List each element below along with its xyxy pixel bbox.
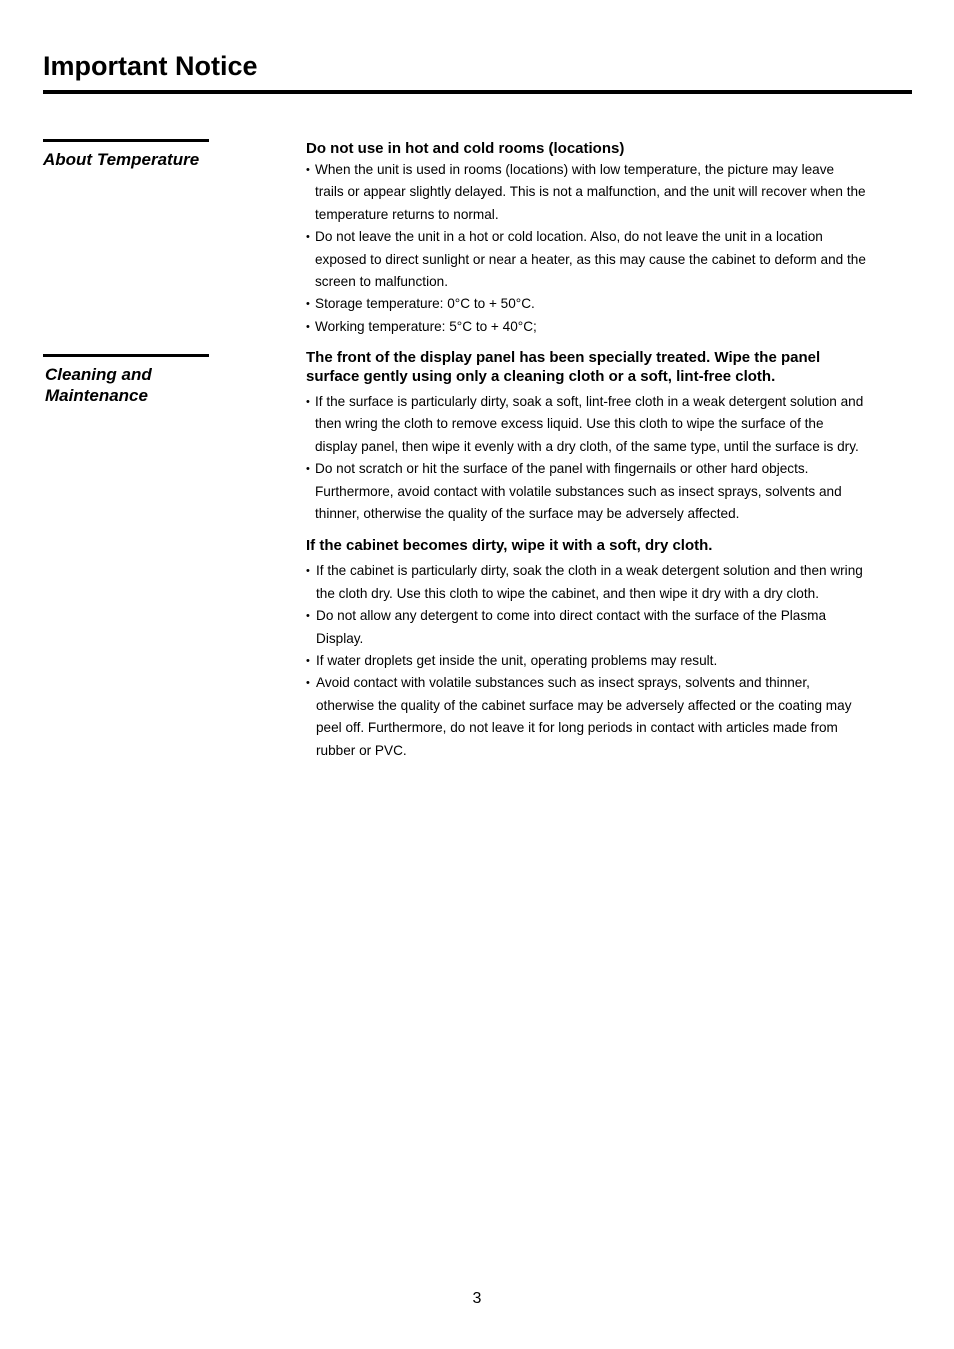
bullet-icon: • [306, 655, 310, 668]
list-item: • When the unit is used in rooms (locations) with low temperature, the picture may leave trails or appear slightly delayed. This is not a malfunction, and the unit will recover when the temperature returns to normal. [306, 159, 866, 226]
page-number: 3 [472, 1290, 482, 1307]
list-item: • Working temperature: 5°C to + 40°C; [306, 316, 866, 338]
list-item: • Storage temperature: 0°C to + 50°C. [306, 293, 866, 315]
bullet-icon: • [306, 320, 310, 333]
bullet-icon: • [306, 164, 310, 176]
list-item: • If the surface is particularly dirty, soak a soft, lint-free cloth in a weak detergent solution and then wring the cloth to remove excess liquid. Use this cloth to wipe the surface of the display panel, then wipe it evenly with a dry cloth, of the same type, until the surface is dry. [306, 391, 866, 458]
temperature-bullet-list [306, 159, 866, 338]
list-item: • If water droplets get inside the unit, operating problems may result. [306, 650, 866, 672]
panel-heading: The front of the display panel has been specially treated. Wipe the panel surface gently using only a cleaning cloth or a soft, lint-free cloth. [306, 349, 821, 385]
list-item: • If the cabinet is particularly dirty, soak the cloth in a weak detergent solution and then wring the cloth dry. Use this cloth to wipe the cabinet, and then wipe it dry with a dry cloth. [306, 560, 866, 605]
list-item: • Do not leave the unit in a hot or cold location. Also, do not leave the unit in a location exposed to direct sunlight or near a heater, as this may cause the cabinet to deform and the screen to malfunction. [306, 226, 866, 293]
title-divider [43, 90, 912, 94]
list-item: • Avoid contact with volatile substances such as insect sprays, solvents and thinner, otherwise the quality of the cabinet surface may be adversely affected or the coating may peel off. Furthermore, do not leave it for long periods in contact with articles made from rubber or PVC. [306, 672, 866, 762]
cleaning-content [306, 348, 866, 762]
temperature-heading: Do not use in hot and cold rooms (locations) [306, 140, 625, 157]
page-title: Important Notice [43, 51, 258, 81]
panel-bullet-list [306, 391, 866, 525]
bullet-icon: • [306, 565, 310, 578]
bullet-icon: • [306, 231, 310, 244]
bullet-icon: • [306, 677, 310, 690]
section-label-text: Cleaning and Maintenance [45, 365, 152, 405]
list-item: • Do not scratch or hit the surface of the panel with fingernails or other hard objects. Furthermore, avoid contact with volatile substances such as insect sprays, solvents and thinner, otherwise the quality of the surface may be adversely affected. [306, 458, 866, 525]
bullet-icon: • [306, 463, 310, 476]
cabinet-bullet-list [306, 560, 866, 762]
section-rule [43, 354, 209, 357]
list-item: • Do not allow any detergent to come into direct contact with the surface of the Plasma Display. [306, 605, 866, 650]
bullet-icon: • [306, 396, 310, 408]
section-label-text: About Temperature [43, 150, 200, 169]
bullet-icon: • [306, 610, 310, 623]
section-label-temperature [43, 139, 209, 170]
cabinet-heading: If the cabinet becomes dirty, wipe it with a soft, dry cloth. [306, 537, 713, 555]
section-label-cleaning [43, 354, 209, 406]
bullet-icon: • [306, 298, 310, 311]
section-rule [43, 139, 209, 142]
temperature-content [306, 139, 866, 338]
